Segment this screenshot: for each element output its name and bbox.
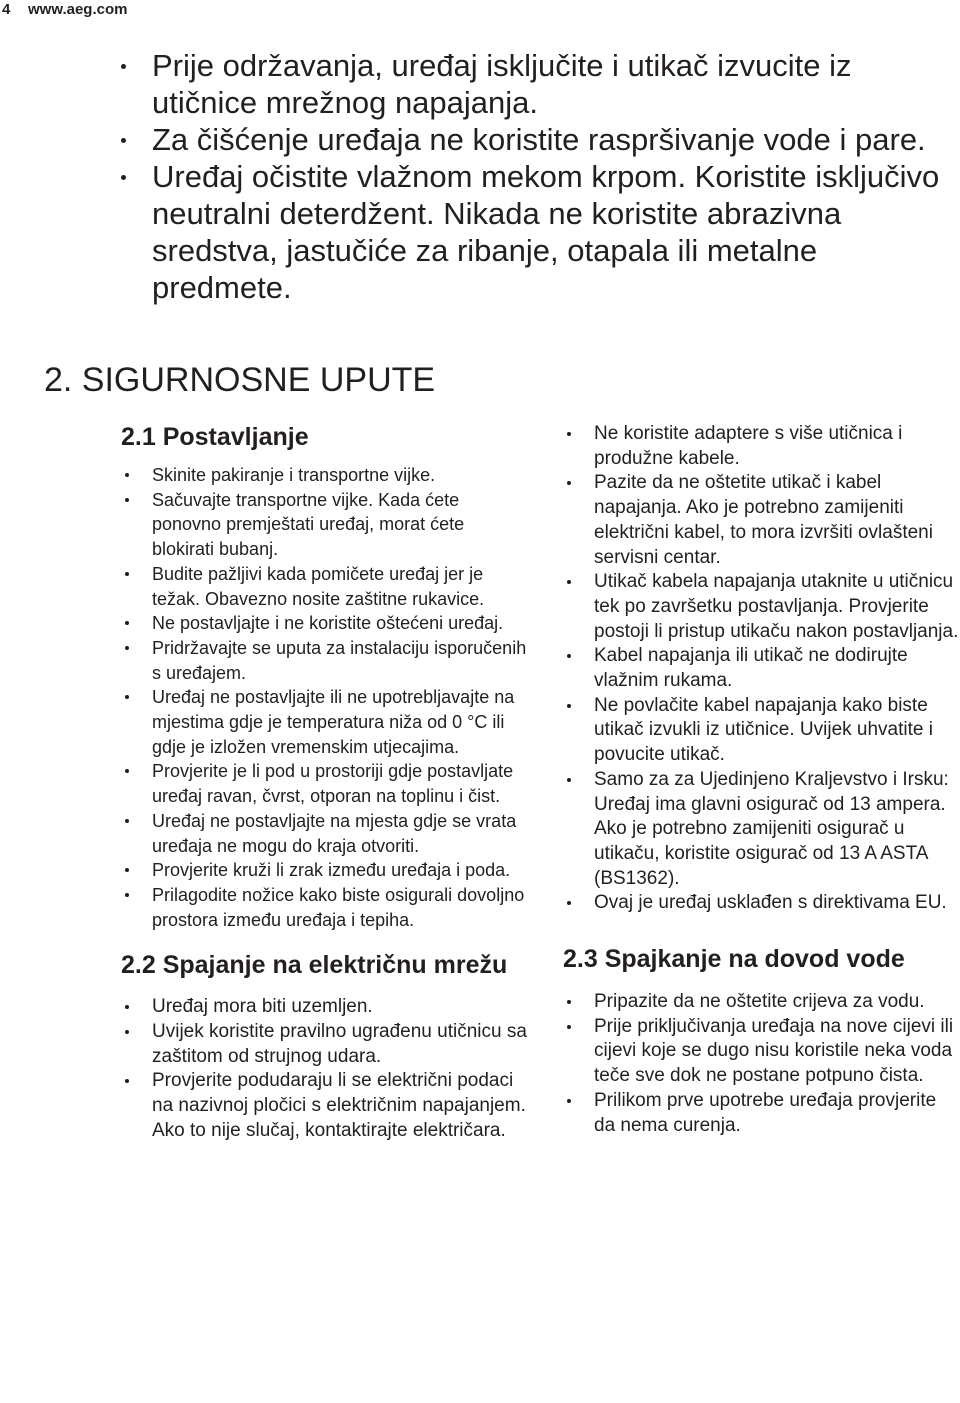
- subsection-heading-electrical: 2.2 Spajanje na električnu mrežu: [121, 951, 508, 980]
- list-item: Pridržavajte se uputa za instalaciju isporučenih s uređajem.: [152, 636, 531, 685]
- water-supply-bullet-list: [563, 990, 960, 1138]
- list-item: Uređaj ne postavljajte na mjesta gdje se vrata uređaja ne mogu do kraja otvoriti.: [152, 809, 531, 858]
- list-item: Uređaj ne postavljajte ili ne upotrebljavajte na mjestima gdje je temperatura niža od 0 °C ili gdje je izložen vremenskim utjecajima.: [152, 685, 531, 759]
- list-item: Prije priključivanja uređaja na nove cijevi ili cijevi koje se dugo nisu koristile neka voda teče sve dok ne postane potpuno čista.: [594, 1015, 960, 1089]
- list-item: Kabel napajanja ili utikač ne dodirujte vlažnim rukama.: [594, 644, 960, 693]
- list-item: Samo za za Ujedinjeno Kraljevstvo i Irsku: Uređaj ima glavni osigurač od 13 ampera. Ako je potrebno zamijeniti osigurač u utikaču, koristite osigurač od 13 A ASTA (BS1362).: [594, 768, 960, 892]
- right-column: [563, 421, 960, 1138]
- section-title: 2. SIGURNOSNE UPUTE: [44, 361, 436, 399]
- list-item: Uređaj očistite vlažnom mekom krpom. Koristite isključivo neutralni deterdžent. Nikada ne koristite abrazivna sredstva, jastučiće za ribanje, otapala ili metalne predmete.: [152, 158, 942, 306]
- list-item: Ne povlačite kabel napajanja kako biste utikač izvukli iz utičnice. Uvijek uhvatite i povucite utikač.: [594, 694, 960, 768]
- list-item: Uvijek koristite pravilno ugrađenu utičnicu sa zaštitom od strujnog udara.: [152, 1020, 531, 1069]
- list-item: Provjerite je li pod u prostoriji gdje postavljate uređaj ravan, čvrst, otporan na toplinu i čist.: [152, 759, 531, 808]
- list-item: Ovaj je uređaj usklađen s direktivama EU.: [594, 891, 960, 916]
- list-item: Budite pažljivi kada pomičete uređaj jer je težak. Obavezno nosite zaštitne rukavice.: [152, 562, 531, 611]
- list-item: Pazite da ne oštetite utikač i kabel napajanja. Ako je potrebno zamijeniti električni kabel, to mora izvršiti ovlašteni servisni centar.: [594, 471, 960, 570]
- subsection-heading-installation: 2.1 Postavljanje: [121, 423, 309, 451]
- list-item: Prije održavanja, uređaj isključite i utikač izvucite iz utičnice mrežnog napajanja.: [152, 47, 942, 121]
- list-item: Uređaj mora biti uzemljen.: [152, 995, 531, 1020]
- list-item: Sačuvajte transportne vijke. Kada ćete ponovno premještati uređaj, morat ćete blokirati bubanj.: [152, 488, 531, 562]
- list-item: Ne koristite adaptere s više utičnica i produžne kabele.: [594, 422, 960, 471]
- website-url: www.aeg.com: [28, 1, 128, 18]
- list-item: Prilagodite nožice kako biste osigurali dovoljno prostora između uređaja i tepiha.: [152, 883, 531, 932]
- installation-bullet-list: [121, 463, 531, 932]
- electrical-bullet-list-continued: [563, 422, 960, 916]
- list-item: Utikač kabela napajanja utaknite u utičnicu tek po završetku postavljanja. Provjerite postoji li pristup utikaču nakon postavljanja.: [594, 570, 960, 644]
- list-item: Za čišćenje uređaja ne koristite raspršivanje vode i pare.: [152, 121, 942, 158]
- list-item: Provjerite podudaraju li se električni podaci na nazivnoj pločici s električnim napajanjem. Ako to nije slučaj, kontaktirajte električara.: [152, 1069, 531, 1143]
- maintenance-bullet-list: [152, 47, 942, 306]
- list-item: Ne postavljajte i ne koristite oštećeni uređaj.: [152, 611, 531, 636]
- page-number: 4: [2, 1, 11, 18]
- list-item: Prilikom prve upotrebe uređaja provjerite da nema curenja.: [594, 1089, 960, 1138]
- subsection-heading-water-supply: 2.3 Spajkanje na dovod vode: [563, 945, 905, 974]
- left-column: [121, 421, 531, 1144]
- list-item: Skinite pakiranje i transportne vijke.: [152, 463, 531, 488]
- electrical-bullet-list: [121, 995, 531, 1143]
- list-item: Pripazite da ne oštetite crijeva za vodu.: [594, 990, 960, 1015]
- list-item: Provjerite kruži li zrak između uređaja i poda.: [152, 858, 531, 883]
